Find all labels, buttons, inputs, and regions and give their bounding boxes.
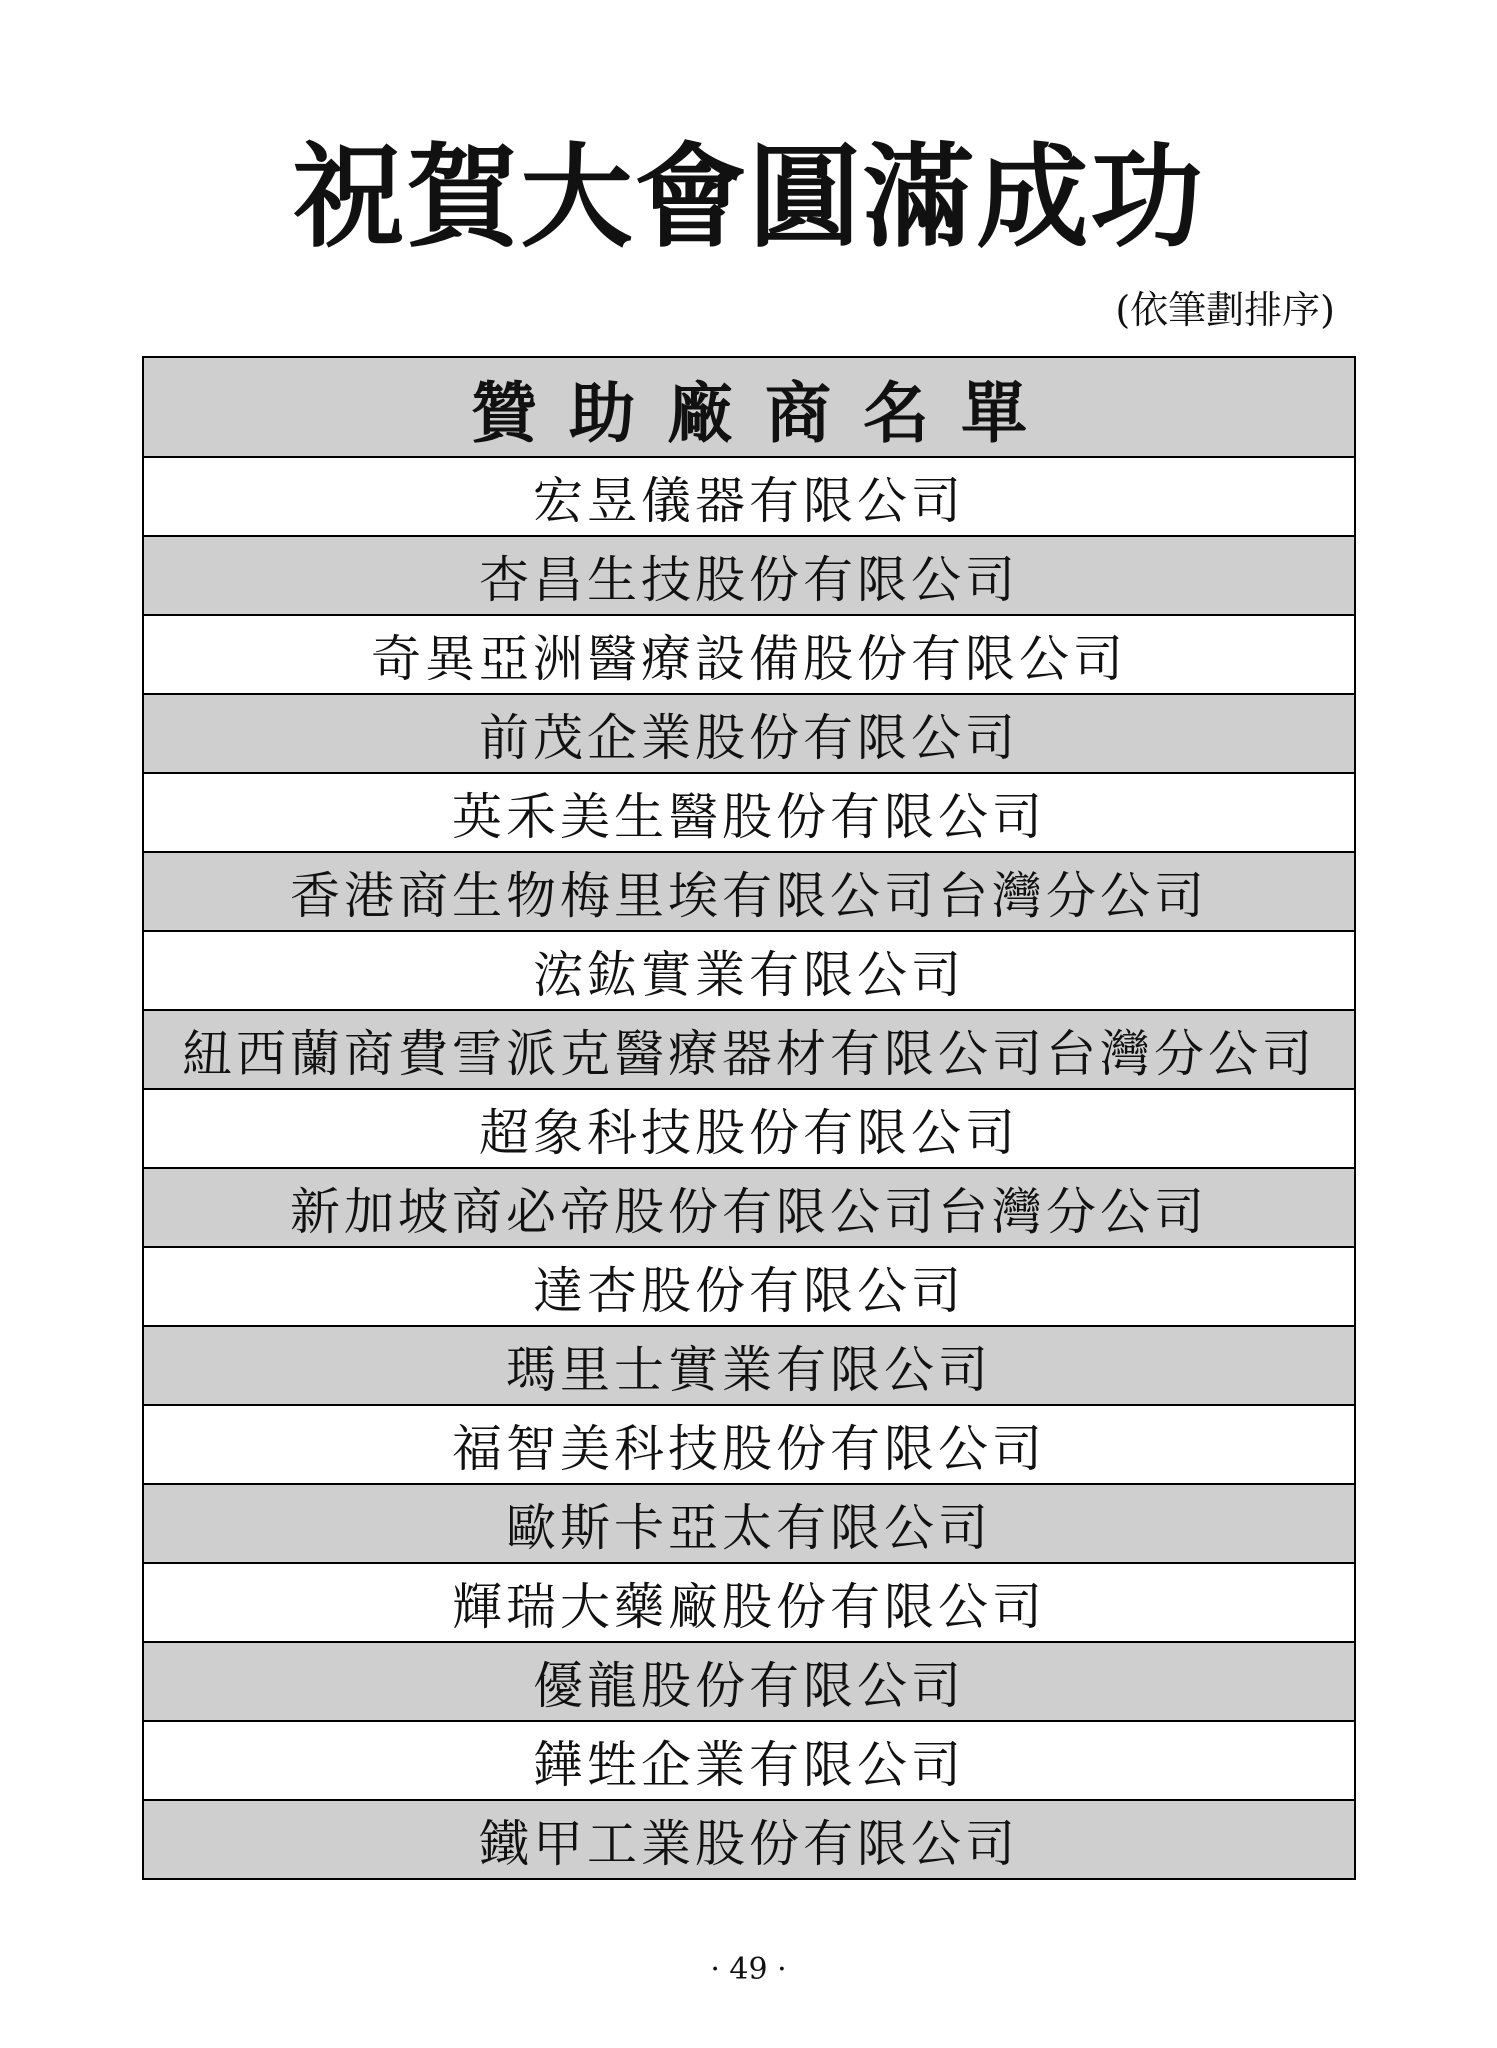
sponsor-name: 前茂企業股份有限公司 <box>143 694 1355 773</box>
table-header: 贊助廠商名單 <box>143 357 1355 457</box>
table-row <box>143 1247 1355 1326</box>
table-row <box>143 1721 1355 1800</box>
sponsor-name: 浤鈜實業有限公司 <box>143 931 1355 1010</box>
sponsor-name: 鏵甡企業有限公司 <box>143 1721 1355 1800</box>
sort-note: (依筆劃排序) <box>1115 288 1335 332</box>
table-row <box>143 615 1355 694</box>
table-row <box>143 773 1355 852</box>
table-row <box>143 1168 1355 1247</box>
sponsor-name: 福智美科技股份有限公司 <box>143 1405 1355 1484</box>
sponsor-name: 歐斯卡亞太有限公司 <box>143 1484 1355 1563</box>
table-row <box>143 536 1355 615</box>
table-row <box>143 694 1355 773</box>
page-title: 祝賀大會圓滿成功 <box>292 133 1205 263</box>
table-row <box>143 931 1355 1010</box>
table-row <box>143 852 1355 931</box>
table-row <box>143 1563 1355 1642</box>
table-row <box>143 1405 1355 1484</box>
sponsor-name: 杏昌生技股份有限公司 <box>143 536 1355 615</box>
table-row <box>143 1484 1355 1563</box>
sponsor-name: 超象科技股份有限公司 <box>143 1089 1355 1168</box>
table-row <box>143 1089 1355 1168</box>
sponsor-name: 英禾美生醫股份有限公司 <box>143 773 1355 852</box>
sponsor-name: 鐵甲工業股份有限公司 <box>143 1800 1355 1879</box>
sponsor-name: 紐西蘭商費雪派克醫療器材有限公司台灣分公司 <box>143 1010 1355 1089</box>
table-row <box>143 457 1355 536</box>
sponsor-name: 香港商生物梅里埃有限公司台灣分公司 <box>143 852 1355 931</box>
table-row <box>143 1800 1355 1879</box>
table-row <box>143 1010 1355 1089</box>
page-number: · 49 · <box>710 1952 787 1987</box>
sponsor-name: 新加坡商必帝股份有限公司台灣分公司 <box>143 1168 1355 1247</box>
sponsor-name: 達杏股份有限公司 <box>143 1247 1355 1326</box>
sponsor-name: 輝瑞大藥廠股份有限公司 <box>143 1563 1355 1642</box>
sponsor-name: 奇異亞洲醫療設備股份有限公司 <box>143 615 1355 694</box>
sponsor-name: 優龍股份有限公司 <box>143 1642 1355 1721</box>
sponsor-table <box>142 356 1356 1880</box>
sponsor-name: 宏昱儀器有限公司 <box>143 457 1355 536</box>
table-header-row <box>143 357 1355 457</box>
table-row <box>143 1326 1355 1405</box>
sponsor-name: 瑪里士實業有限公司 <box>143 1326 1355 1405</box>
table-row <box>143 1642 1355 1721</box>
